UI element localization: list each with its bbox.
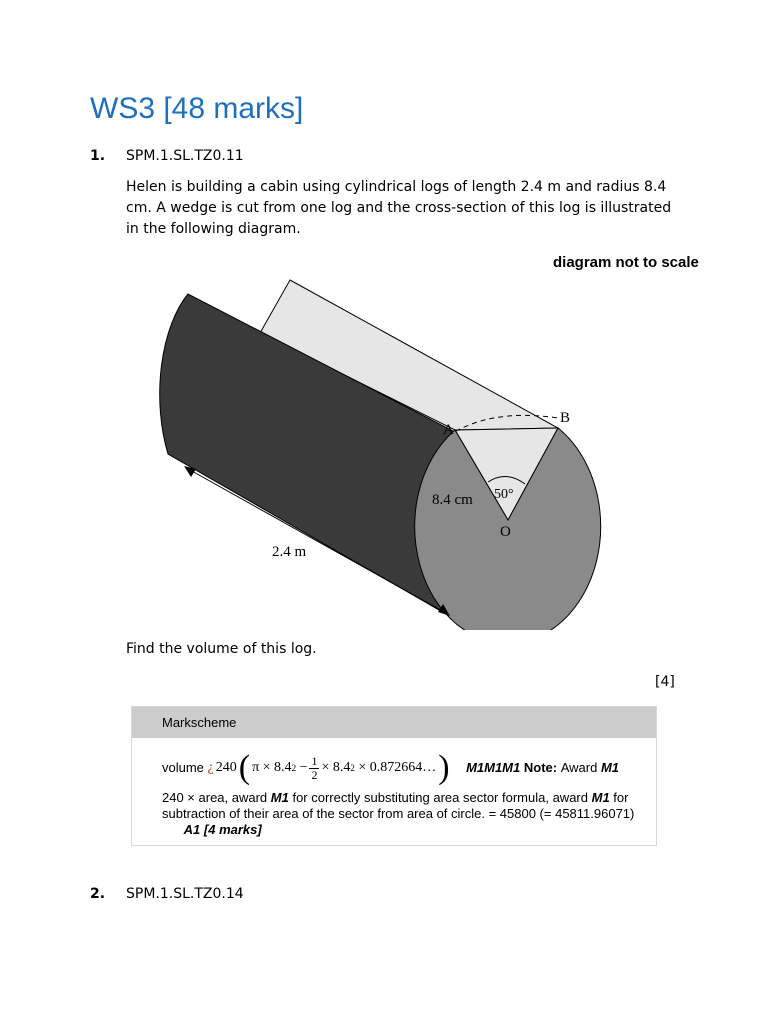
note-text-1: Award [560, 760, 598, 775]
volume-formula [208, 751, 452, 785]
question-text: Helen is building a cabin using cylindrical logs of length 2.4 m and radius 8.4 cm. A wedge is cut from one log and the cross-section of this log is illustrated in the following diagram. [126, 179, 672, 237]
mark-m1: M1 [270, 790, 289, 805]
formula-part-b: × 8.4 [321, 760, 351, 775]
formula-part-a: π × 8.4 [252, 760, 292, 775]
formula-part-c: × 0.872664… [358, 760, 437, 775]
mark-m1: M1 [591, 790, 610, 805]
note-text-2: 240 × area, award [162, 790, 268, 805]
exponent: 2 [291, 763, 297, 773]
question-code-2: SPM.1.SL.TZ0.14 [126, 886, 244, 902]
formula-line [162, 746, 642, 790]
formula-lead: 240 [215, 760, 237, 775]
volume-word: volume [162, 760, 204, 775]
fraction-half: $\frac{1}{2}$ [311, 753, 318, 782]
award-codes: M1M1M1 [466, 760, 521, 775]
exponent: 2 [350, 763, 355, 773]
label-b: B [560, 410, 571, 426]
radius-label: 8.4 cm [432, 492, 473, 508]
length-label: 2.4 m [272, 544, 307, 560]
note-text-4: for subtraction of their area of the sector from area of circle. = 45800 (= 45811.96071) [162, 790, 635, 821]
paren-close: ) [438, 749, 450, 786]
markscheme-header: Markscheme [132, 707, 656, 738]
question-instruction: Find the volume of this log. [126, 641, 317, 657]
question-marks: [4] [655, 674, 675, 690]
paren-open: ( [238, 749, 251, 786]
question-number-2: 2. [90, 886, 106, 902]
question-number: 1. [90, 148, 106, 164]
note-text-3: for correctly substituting area sector formula, award [292, 790, 588, 805]
page-title: WS3 [48 marks] [90, 92, 304, 125]
note-label: Note: [523, 760, 558, 775]
question-code: SPM.1.SL.TZ0.11 [126, 148, 244, 164]
minus-sign: − [299, 760, 308, 775]
mark-a1: A1 [4 marks] [183, 822, 262, 837]
mark-m1: M1 [600, 760, 620, 775]
markscheme-box [131, 706, 657, 846]
diagram-note: diagram not to scale [553, 254, 699, 271]
formula-glyph: ¿ [207, 760, 214, 775]
markscheme-note [162, 790, 642, 838]
angle-label: 50° [494, 487, 514, 502]
label-o: O [500, 524, 511, 540]
log-diagram [130, 270, 610, 630]
markscheme-body [132, 738, 656, 838]
label-a: A [443, 422, 454, 438]
